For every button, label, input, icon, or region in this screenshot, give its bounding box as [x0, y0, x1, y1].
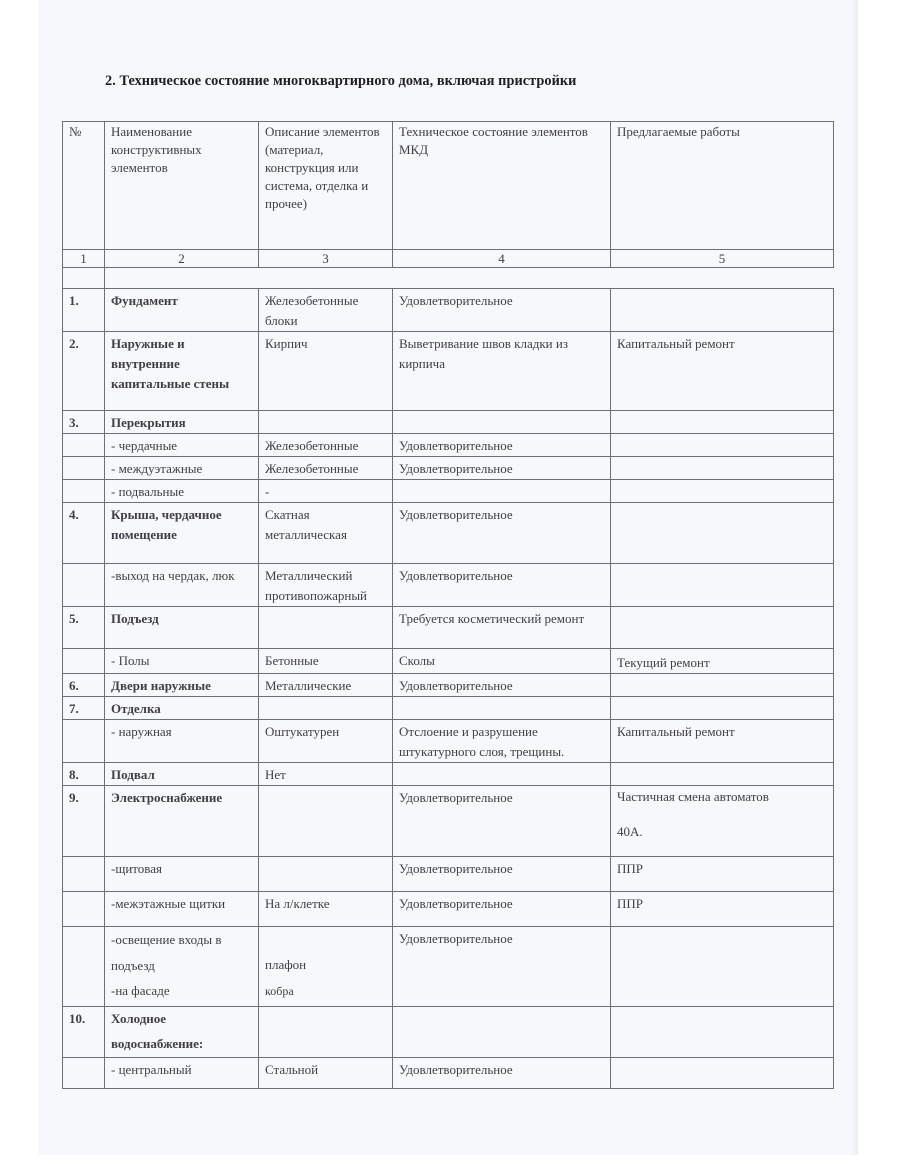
- table-row: [63, 434, 834, 457]
- table-row: [63, 674, 834, 697]
- element-condition: Выветривание швов кладки из кирпича: [393, 332, 611, 411]
- table-row: [63, 786, 834, 857]
- element-name: - чердачные: [105, 434, 259, 457]
- element-condition: Требуется косметический ремонт: [393, 607, 611, 649]
- row-number: [63, 927, 105, 1007]
- proposed-works: ППР: [611, 857, 834, 892]
- element-name: - наружная: [105, 720, 259, 763]
- header-element-name: Наименование конструктивных элементов: [105, 122, 259, 250]
- table-header: [62, 121, 834, 268]
- row-number: [63, 892, 105, 927]
- table-row: [63, 503, 834, 564]
- proposed-works: Капитальный ремонт: [611, 332, 834, 411]
- table-row: [63, 411, 834, 434]
- section-title: 2. Техническое состояние многоквартирного дома, включая пристройки: [105, 73, 577, 89]
- row-number: [63, 857, 105, 892]
- proposed-works: [611, 434, 834, 457]
- element-description: Бетонные: [259, 649, 393, 674]
- element-name: [105, 1007, 259, 1058]
- element-description: Металлический противопожарный: [259, 564, 393, 607]
- element-name: [105, 927, 259, 1007]
- element-condition: Удовлетворительное: [393, 434, 611, 457]
- element-description: Скатная металлическая: [259, 503, 393, 564]
- header-row: [63, 122, 834, 250]
- element-condition: Удовлетворительное: [393, 503, 611, 564]
- element-name: -щитовая: [105, 857, 259, 892]
- element-name: Крыша, чердачное помещение: [105, 503, 259, 564]
- proposed-works: [611, 927, 834, 1007]
- element-name: -выход на чердак, люк: [105, 564, 259, 607]
- column-number: 3: [259, 250, 393, 268]
- proposed-works: Текущий ремонт: [611, 649, 834, 674]
- row-number: [63, 434, 105, 457]
- row-number: [63, 1058, 105, 1089]
- element-description: [259, 1007, 393, 1058]
- row-number: [63, 649, 105, 674]
- element-name: Двери наружные: [105, 674, 259, 697]
- proposed-works: [611, 503, 834, 564]
- element-description-line: плафон: [265, 957, 307, 972]
- table-row: [63, 927, 834, 1007]
- proposed-works: [611, 480, 834, 503]
- row-number: [63, 720, 105, 763]
- proposed-works: [611, 564, 834, 607]
- element-condition: Удовлетворительное: [393, 786, 611, 857]
- proposed-works: [611, 697, 834, 720]
- element-description: Железобетонные: [259, 457, 393, 480]
- element-condition: Удовлетворительное: [393, 857, 611, 892]
- element-description: [259, 607, 393, 649]
- element-condition: [393, 763, 611, 786]
- element-condition: Удовлетворительное: [393, 892, 611, 927]
- header-proposed-works: Предлагаемые работы: [611, 122, 834, 250]
- element-condition: [393, 480, 611, 503]
- element-name: Наружные и внутренние капитальные стены: [105, 332, 259, 411]
- table-border: [62, 267, 63, 288]
- row-number: 3.: [63, 411, 105, 434]
- row-number: [63, 457, 105, 480]
- row-number: 1.: [63, 289, 105, 332]
- element-name: -межэтажные щитки: [105, 892, 259, 927]
- element-description: [259, 411, 393, 434]
- element-description: Кирпич: [259, 332, 393, 411]
- element-name: - междуэтажные: [105, 457, 259, 480]
- column-numbers-row: [63, 250, 834, 268]
- table-row: [63, 1007, 834, 1058]
- element-condition: Удовлетворительное: [393, 289, 611, 332]
- table-row: [63, 697, 834, 720]
- element-condition: [393, 411, 611, 434]
- proposed-works: Капитальный ремонт: [611, 720, 834, 763]
- row-number: 5.: [63, 607, 105, 649]
- element-name: - центральный: [105, 1058, 259, 1089]
- column-number: 2: [105, 250, 259, 268]
- table-row: [63, 564, 834, 607]
- table-row: [63, 332, 834, 411]
- element-condition: [393, 697, 611, 720]
- condition-table: [62, 288, 834, 1089]
- column-number: 4: [393, 250, 611, 268]
- proposed-works: [611, 457, 834, 480]
- element-description: [259, 857, 393, 892]
- column-number: 1: [63, 250, 105, 268]
- element-name: Перекрытия: [105, 411, 259, 434]
- row-number: 7.: [63, 697, 105, 720]
- header-condition: Техническое состояние элементов МКД: [393, 122, 611, 250]
- element-name-line: -освещение входы в: [111, 932, 222, 947]
- row-number: 6.: [63, 674, 105, 697]
- element-name: Отделка: [105, 697, 259, 720]
- row-number: 4.: [63, 503, 105, 564]
- element-name-line: водоснабжение:: [111, 1036, 204, 1051]
- proposed-works: [611, 1007, 834, 1058]
- row-number: [63, 480, 105, 503]
- proposed-works: [611, 289, 834, 332]
- element-description: [259, 927, 393, 1007]
- proposed-works: [611, 1058, 834, 1089]
- table-row: [63, 649, 834, 674]
- proposed-works: [611, 411, 834, 434]
- element-name: Подъезд: [105, 607, 259, 649]
- element-name: Фундамент: [105, 289, 259, 332]
- header-description: Описание элементов (материал, конструкция или система, отделка и прочее): [259, 122, 393, 250]
- element-description: Металлические: [259, 674, 393, 697]
- table-row: [63, 720, 834, 763]
- table-row: [63, 1058, 834, 1089]
- row-number: [63, 564, 105, 607]
- element-name-line: -на фасаде: [111, 983, 170, 998]
- table-row: [63, 457, 834, 480]
- row-number: 8.: [63, 763, 105, 786]
- proposed-works-line: Частичная смена автоматов: [617, 789, 769, 804]
- proposed-works: [611, 607, 834, 649]
- table-row: [63, 763, 834, 786]
- element-name: - подвальные: [105, 480, 259, 503]
- row-number: 10.: [63, 1007, 105, 1058]
- element-description: -: [259, 480, 393, 503]
- element-description: Железобетонные блоки: [259, 289, 393, 332]
- element-description: Нет: [259, 763, 393, 786]
- element-condition: Удовлетворительное: [393, 457, 611, 480]
- element-description: Оштукатурен: [259, 720, 393, 763]
- element-description: На л/клетке: [259, 892, 393, 927]
- proposed-works: ППР: [611, 892, 834, 927]
- table-row: [63, 892, 834, 927]
- proposed-works: [611, 674, 834, 697]
- table-row: [63, 480, 834, 503]
- table-border: [104, 267, 105, 288]
- table-row: [63, 857, 834, 892]
- row-number: 2.: [63, 332, 105, 411]
- table-row: [63, 289, 834, 332]
- element-description: Стальной: [259, 1058, 393, 1089]
- element-name: Электроснабжение: [105, 786, 259, 857]
- element-condition: Удовлетворительное: [393, 674, 611, 697]
- column-number: 5: [611, 250, 834, 268]
- row-number: 9.: [63, 786, 105, 857]
- element-description: [259, 786, 393, 857]
- element-description: Железобетонные: [259, 434, 393, 457]
- table-row: [63, 607, 834, 649]
- proposed-works-line: 40А.: [617, 824, 643, 839]
- element-condition: Удовлетворительное: [393, 927, 611, 1007]
- element-condition: Удовлетворительное: [393, 1058, 611, 1089]
- element-condition: Сколы: [393, 649, 611, 674]
- element-condition: Удовлетворительное: [393, 564, 611, 607]
- element-name: Подвал: [105, 763, 259, 786]
- element-description: [259, 697, 393, 720]
- proposed-works: [611, 786, 834, 857]
- element-name: - Полы: [105, 649, 259, 674]
- header-number: №: [63, 122, 105, 250]
- element-condition: [393, 1007, 611, 1058]
- proposed-works: [611, 763, 834, 786]
- element-condition: Отслоение и разрушение штукатурного слоя, трещины.: [393, 720, 611, 763]
- element-name-line: подъезд: [111, 958, 155, 973]
- element-name-line: Холодное: [111, 1011, 167, 1026]
- element-description-line: кобра: [265, 984, 294, 998]
